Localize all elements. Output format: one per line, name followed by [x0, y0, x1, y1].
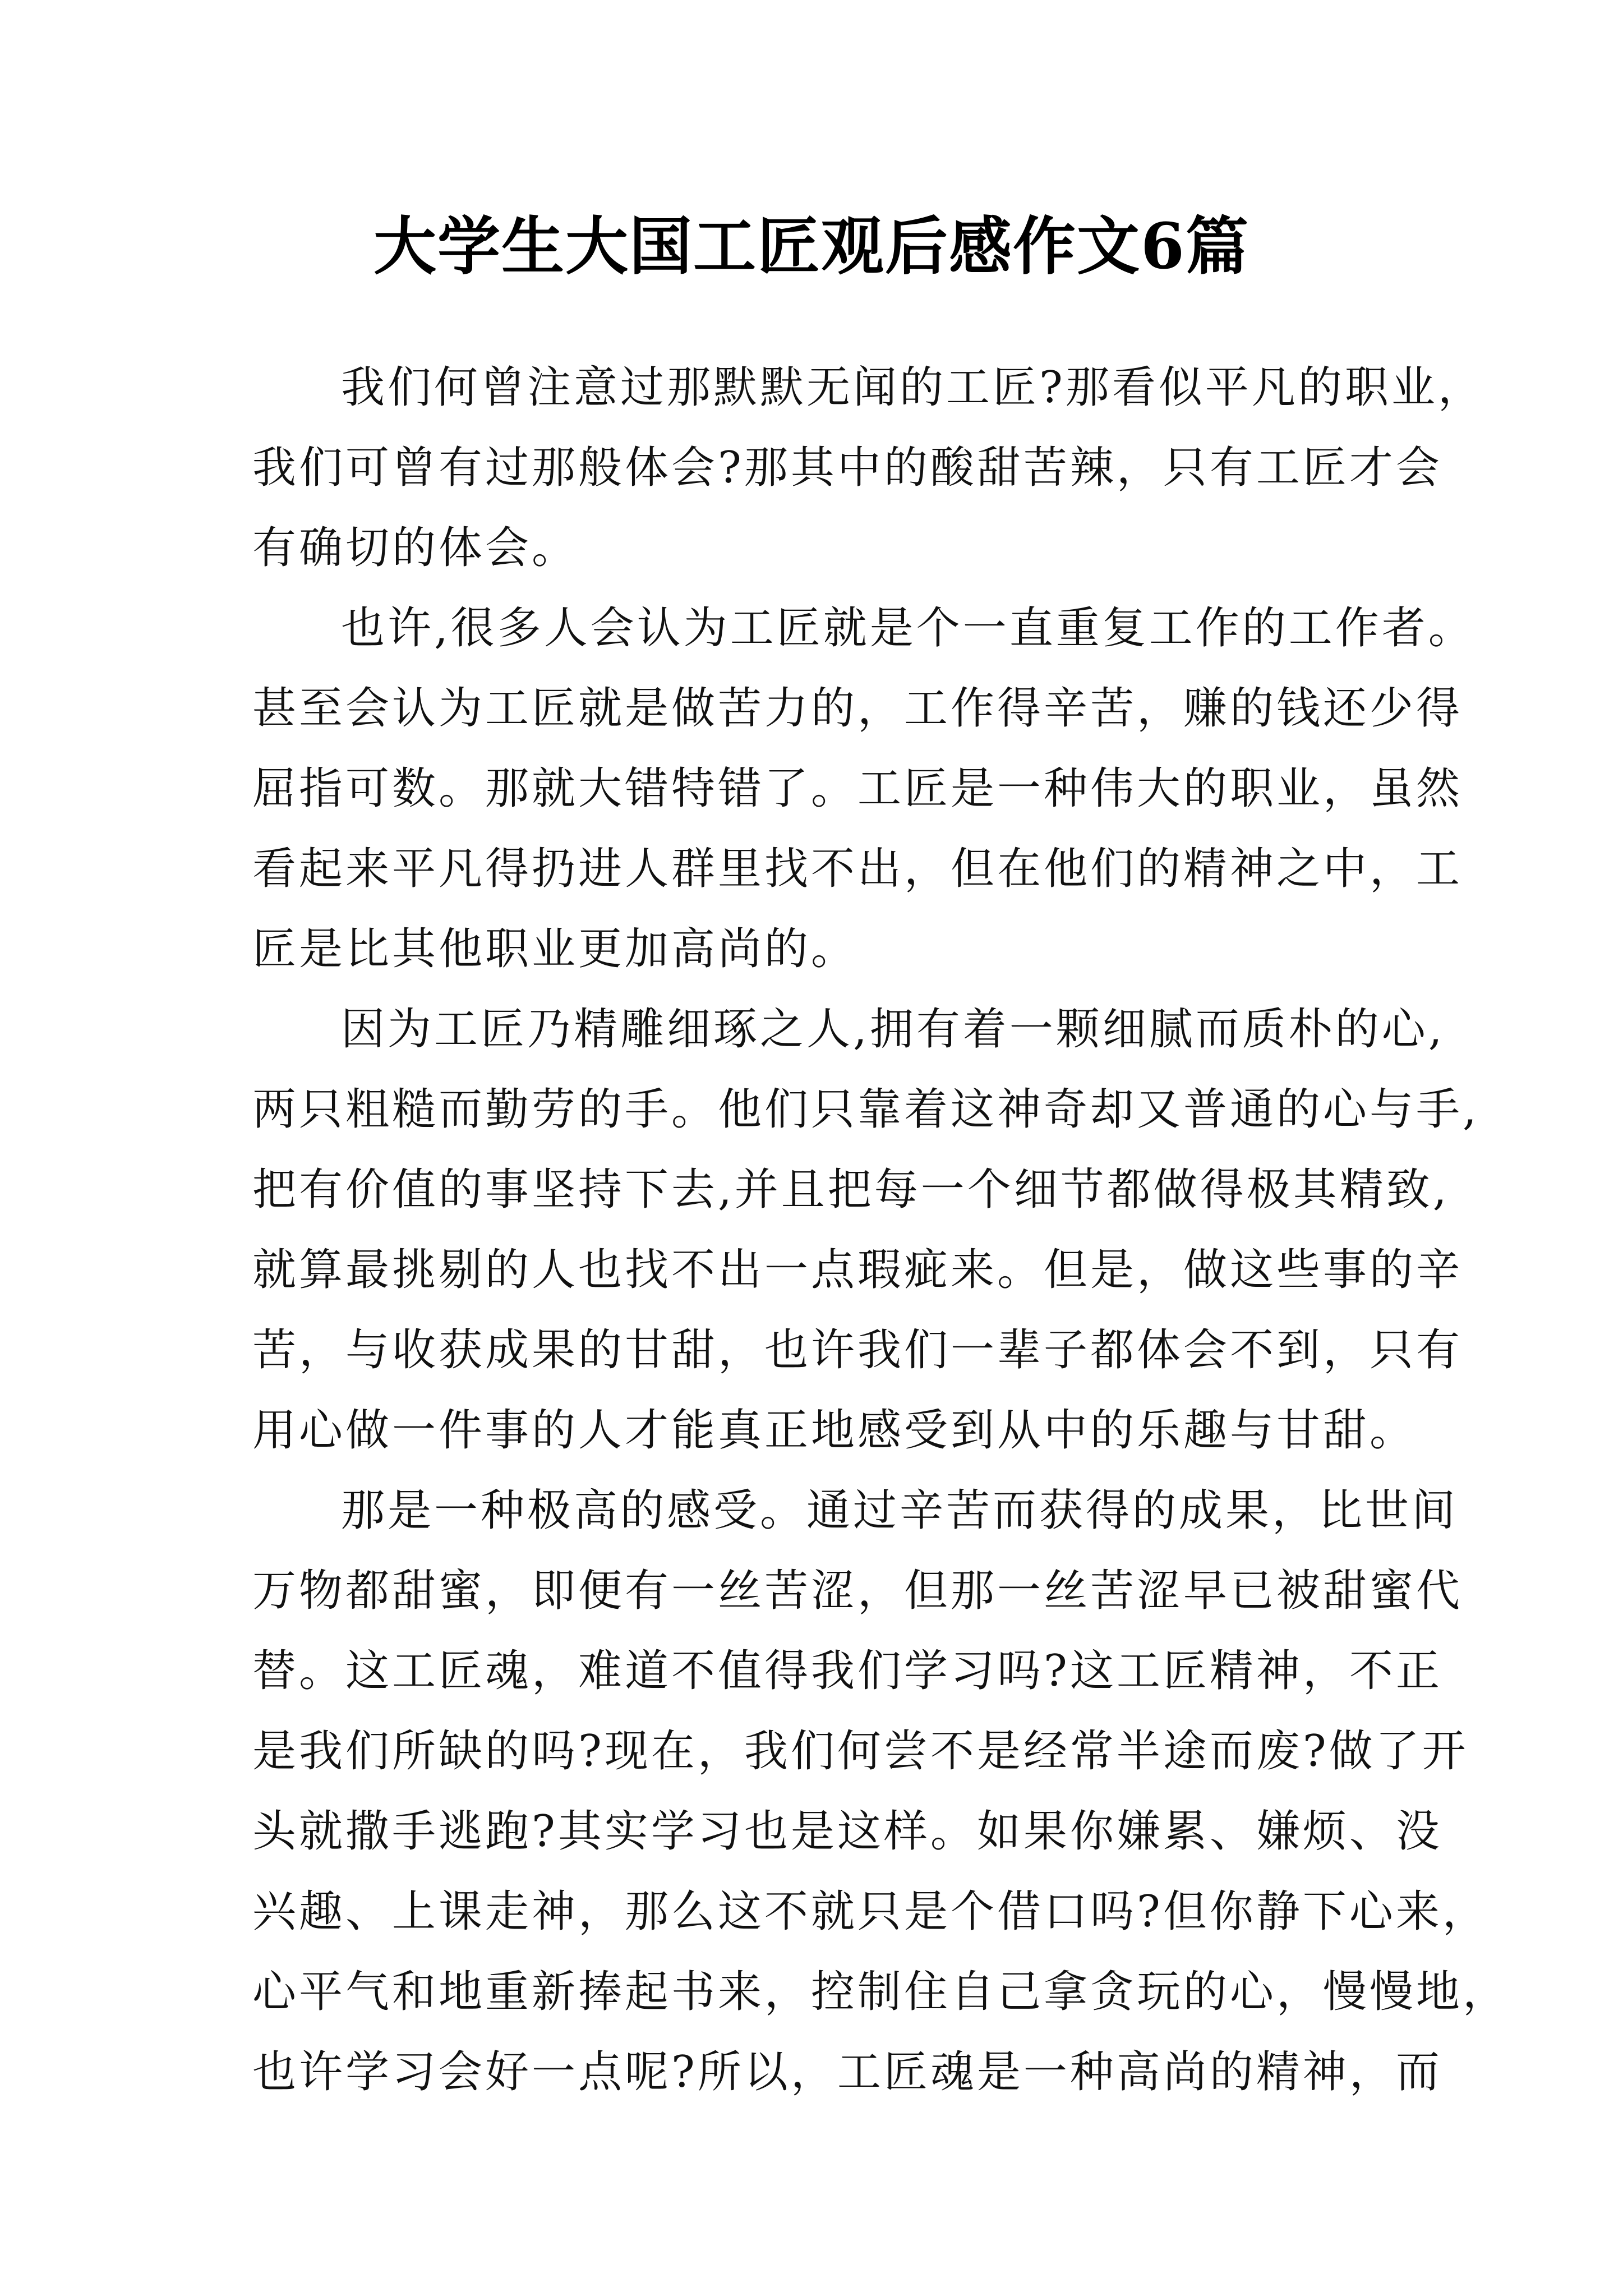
paragraph-2-line-5: 匠是比其他职业更加高尚的。 — [252, 924, 858, 974]
document-title: 大学生大国工匠观后感作文6篇 — [374, 210, 1249, 283]
paragraph-3-line-4: 就算最挑剔的人也找不出一点瑕疵来。但是，做这些事的辛 — [252, 1245, 1463, 1295]
paragraph-1-line-1: 我们何曾注意过那默默无闻的工匠?那看似平凡的职业， — [341, 362, 1484, 413]
paragraph-4-line-1: 那是一种极高的感受。通过辛苦而获得的成果，比世间 — [341, 1485, 1459, 1536]
paragraph-4-line-4: 是我们所缺的吗?现在，我们何尝不是经常半途而废?做了开 — [252, 1726, 1469, 1777]
paragraph-1-line-2: 我们可曾有过那般体会?那其中的酸甜苦辣，只有工匠才会 — [252, 443, 1442, 493]
paragraph-2-line-2: 甚至会认为工匠就是做苦力的，工作得辛苦，赚的钱还少得 — [252, 683, 1463, 734]
paragraph-3-line-2: 两只粗糙而勤劳的手。他们只靠着这神奇却又普通的心与手, — [252, 1084, 1479, 1135]
paragraph-4-line-5: 头就撒手逃跑?其实学习也是这样。如果你嫌累、嫌烦、没 — [252, 1806, 1442, 1857]
paragraph-1-line-3: 有确切的体会。 — [252, 523, 579, 573]
paragraph-4-line-8: 也许学习会好一点呢?所以，工匠魂是一种高尚的精神，而 — [252, 2047, 1442, 2097]
paragraph-4-line-7: 心平气和地重新捧起书来，控制住自己拿贪玩的心，慢慢地， — [252, 1967, 1510, 2017]
paragraph-4-line-3: 替。这工匠魂，难道不值得我们学习吗?这工匠精神，不正 — [252, 1646, 1442, 1696]
paragraph-2-line-3: 屈指可数。那就大错特错了。工匠是一种伟大的职业，虽然 — [252, 763, 1463, 814]
paragraph-3-line-3: 把有价值的事坚持下去,并且把每一个细节都做得极其精致, — [252, 1165, 1450, 1215]
paragraph-3-line-5: 苦，与收获成果的甘甜，也许我们一辈子都体会不到，只有 — [252, 1325, 1463, 1375]
paragraph-4-line-6: 兴趣、上课走神，那么这不就只是个借口吗?但你静下心来， — [252, 1887, 1489, 1937]
paragraph-2-line-4: 看起来平凡得扔进人群里找不出，但在他们的精神之中，工 — [252, 844, 1463, 894]
paragraph-2-line-1: 也许,很多人会认为工匠就是个一直重复工作的工作者。 — [341, 603, 1475, 654]
document-body — [252, 348, 1510, 2113]
paragraph-4-line-2: 万物都甜蜜，即便有一丝苦涩，但那一丝苦涩早已被甜蜜代 — [252, 1566, 1463, 1616]
paragraph-3-line-1: 因为工匠乃精雕细琢之人,拥有着一颗细腻而质朴的心, — [341, 1004, 1445, 1055]
paragraph-3-line-6: 用心做一件事的人才能真正地感受到从中的乐趣与甘甜。 — [252, 1405, 1417, 1456]
